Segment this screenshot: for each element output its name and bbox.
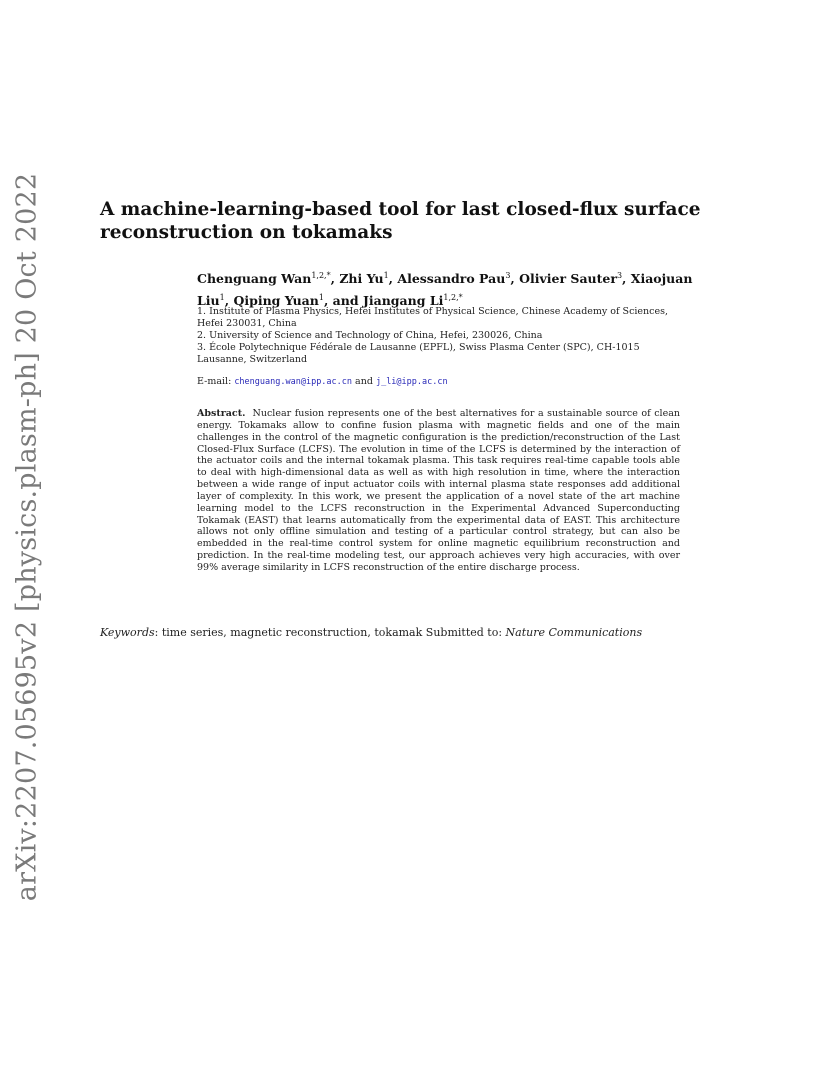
author: Xiaojuan Liu$^1$ [197, 271, 693, 309]
arxiv-identifier: arXiv:2207.05695v2 [physics.plasm-ph] 20 Oct 2022 [11, 172, 43, 902]
author: Olivier Sauter$^3$ [519, 271, 623, 287]
email-line [197, 376, 677, 387]
arxiv-stamp [2, 172, 52, 902]
affiliation: 1. Institute of Plasma Physics, Hefei Institutes of Physical Science, Chinese Academy of Sciences, Hefei 230031, China [197, 306, 669, 329]
keywords-line: Keywords: time series, magnetic reconstruction, tokamak Submitted to: Nature Communications [100, 626, 643, 639]
author-list: Chenguang Wan$^{1,2,*}$, Zhi Yu$^1$, Alessandro Pau$^3$, Olivier Sauter$^3$, Xiaojuan Liu$^1$, Qiping Yuan$^1$, and Jiangang $Li^{1,2,*}$ [197, 271, 693, 309]
email-joiner: and [355, 376, 373, 387]
paper-title: A machine-learning-based tool for last closed-flux surface reconstruction on tokamaks [100, 199, 701, 243]
author: Chenguang Wan$^{1,2,*}$ [197, 271, 331, 287]
abstract-text: Nuclear fusion represents one of the best alternatives for a sustainable source of clean energy. Tokamaks allow to confine fusion plasma with magnetic fields and one of the main challenges in the control of the magnetic configuration is the prediction/reconstruction of the Last Closed-Flux Surface (LCFS). The evolution in time of the LCFS is determined by the interaction of the actuator coils and the internal tokamak plasma. This task requires real-time capable tools able to deal with high-dimensional data as well as with high resolution in time, where the interaction between a wide range of input actuator coils with internal plasma state responses add additional layer of complexity. In this work, we present the application of a novel state of the art machine learning model to the LCFS reconstruction in the Experimental Advanced Superconducting Tokamak (EAST) that learns automatically from the experimental data of EAST. This architecture allows not only offline simulation and testing of a particular control strategy, but can also be embedded in the real-time control system for online magnetic equilibrium reconstruction and prediction. In the real-time modeling test, our approach achieves very high accuracies, with over 99% average similarity in LCFS reconstruction of the entire discharge process. [197, 408, 680, 573]
author: Jiangang $Li^{1,2,*}$ [362, 293, 463, 309]
affiliation-list [197, 306, 677, 366]
email-link-wan[interactable]: chenguang.wan@ipp.ac.cn [234, 377, 353, 387]
keywords-label: Keywords [100, 626, 155, 639]
keywords-items: time series, magnetic reconstruction, tokamak [161, 626, 423, 639]
abstract [197, 408, 680, 574]
email-label: E-mail: [197, 376, 232, 387]
author: Zhi Yu$^1$ [339, 271, 389, 287]
affiliation: 2. University of Science and Technology of China, Hefei, 230026, China [197, 330, 543, 341]
abstract-label: Abstract. [197, 408, 246, 419]
journal-name: Nature Communications [505, 626, 643, 639]
affiliation: 3. École Polytechnique Fédérale de Lausanne (EPFL), Swiss Plasma Center (SPC), CH-1015 Lausanne, Switzerland [197, 342, 640, 365]
submitted-label: Submitted to: [425, 626, 503, 639]
email-link-li[interactable]: j_li@ipp.ac.cn [375, 377, 448, 387]
author: Qiping Yuan$^1$ [233, 293, 324, 309]
author: Alessandro Pau$^3$ [397, 271, 511, 287]
